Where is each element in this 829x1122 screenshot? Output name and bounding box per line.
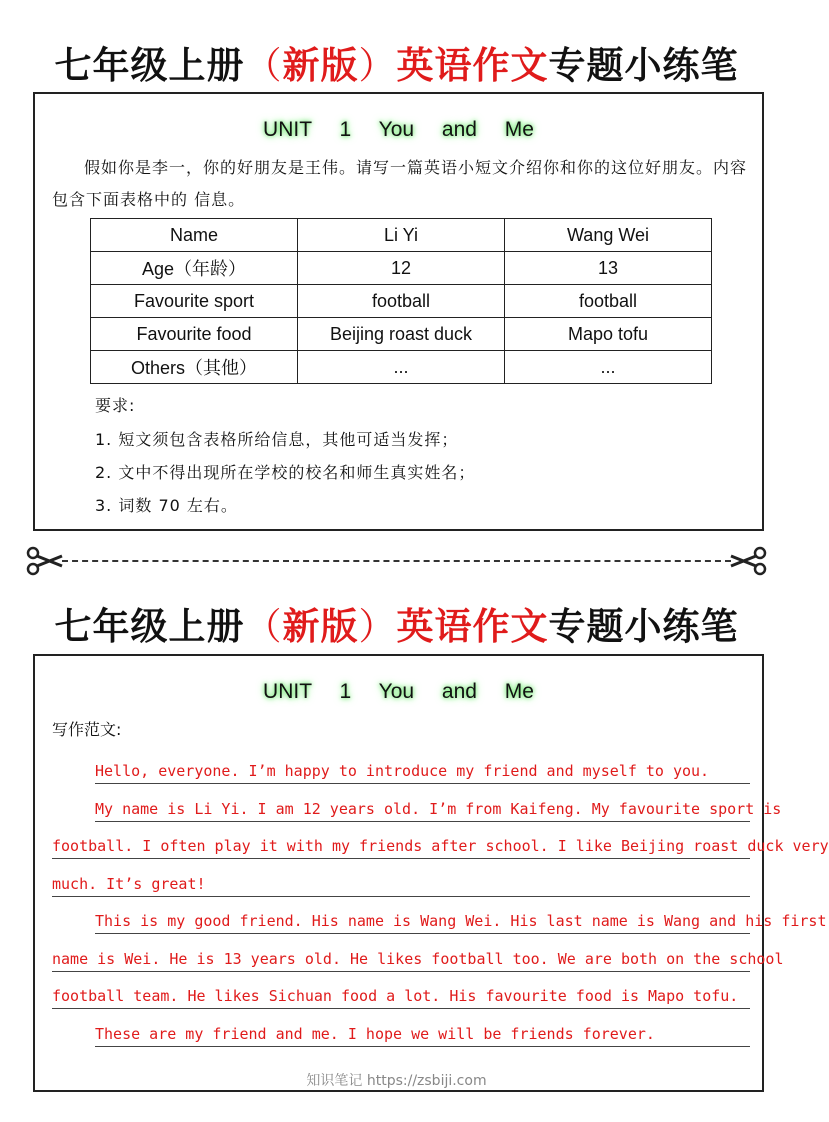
task-intro: 假如你是李一，你的好朋友是王伟。请写一篇英语小短文介绍你和你的这位好朋友。内容包含下面表格中的 信息。	[52, 158, 748, 209]
cut-line-divider	[0, 545, 793, 577]
table-cell: Mapo tofu	[505, 318, 712, 351]
page-title: 七年级上册（新版）英语作文专题小练笔	[54, 44, 739, 87]
requirements-heading: 要求:	[95, 396, 136, 415]
table-cell: Others（其他）	[91, 351, 298, 384]
table-cell: ...	[505, 351, 712, 384]
table-cell: football	[298, 285, 505, 318]
page-title: 七年级上册（新版）英语作文专题小练笔	[54, 605, 739, 648]
table-row	[91, 318, 712, 351]
table-cell: Beijing roast duck	[298, 318, 505, 351]
task-box	[33, 92, 764, 531]
essay-line: football. I often play it with my friends after school. I like Beijing roast duck very	[52, 834, 750, 859]
essay-line: name is Wei. He is 13 years old. He likes football too. We are both on the school	[52, 947, 750, 972]
essay-line: much. It’s great!	[52, 872, 750, 897]
table-cell: Wang Wei	[505, 219, 712, 252]
essay-label: 写作范文:	[52, 720, 122, 739]
table-cell: Favourite food	[91, 318, 298, 351]
essay-line: These are my friend and me. I hope we will be friends forever.	[95, 1022, 750, 1047]
essay-line: This is my good friend. His name is Wang Wei. His last name is Wang and his first	[95, 909, 750, 934]
table-cell: 13	[505, 252, 712, 285]
table-cell: Favourite sport	[91, 285, 298, 318]
table-cell: 12	[298, 252, 505, 285]
table-row	[91, 252, 712, 285]
requirement-item: 1. 短文须包含表格所给信息，其他可适当发挥；	[95, 430, 459, 449]
table-cell: ...	[298, 351, 505, 384]
table-cell: Name	[91, 219, 298, 252]
table-cell: football	[505, 285, 712, 318]
essay-box	[33, 654, 829, 1092]
requirement-item: 2. 文中不得出现所在学校的校名和师生真实姓名；	[95, 463, 476, 482]
unit-title: UNIT 1 You and Me	[263, 680, 534, 703]
table-row	[91, 351, 712, 384]
info-table	[90, 218, 712, 384]
table-row	[91, 219, 712, 252]
table-cell: Li Yi	[298, 219, 505, 252]
scissors-icon	[729, 545, 769, 577]
essay-line: Hello, everyone. I’m happy to introduce my friend and myself to you.	[95, 759, 750, 784]
table-row	[91, 285, 712, 318]
essay-line: My name is Li Yi. I am 12 years old. I’m from Kaifeng. My favourite sport is	[95, 797, 750, 822]
essay-line: football team. He likes Sichuan food a lot. His favourite food is Mapo tofu.	[52, 984, 750, 1009]
unit-title: UNIT 1 You and Me	[263, 118, 534, 141]
footer-watermark: 知识笔记 https://zsbiji.com	[306, 1073, 487, 1089]
dashed-divider	[62, 560, 731, 562]
scissors-icon	[24, 545, 64, 577]
requirement-item: 3. 词数 70 左右。	[95, 496, 238, 515]
table-cell: Age（年龄）	[91, 252, 298, 285]
